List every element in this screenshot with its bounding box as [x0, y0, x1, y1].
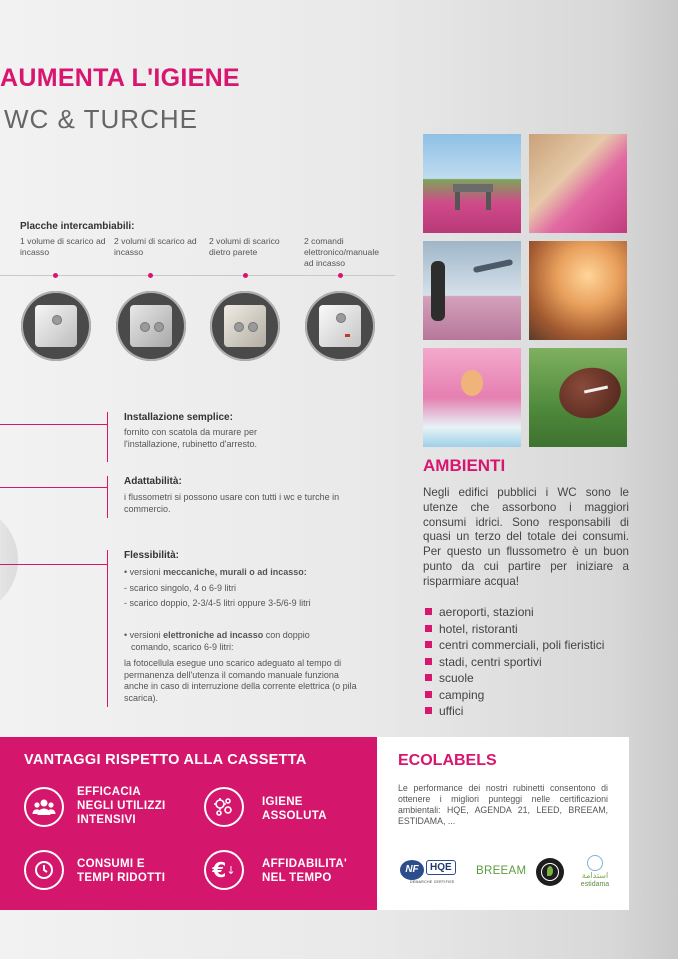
advantage-efficacia: EFFICACIA NEGLI UTILIZZI INTENSIVI	[77, 786, 166, 826]
plates-title: Placche intercambiabili:	[20, 221, 135, 232]
list-item: stadi, centri sportivi	[425, 654, 604, 671]
breeam-logo: BREEAM	[476, 865, 527, 877]
advantage-consumi: CONSUMI E TEMPI RIDOTTI	[77, 858, 166, 884]
bullet-square-icon	[425, 641, 432, 648]
product-silhouette	[0, 505, 18, 615]
ambienti-title: AMBIENTI	[423, 456, 506, 475]
plates-divider	[0, 275, 395, 276]
bullet-square-icon	[425, 608, 432, 615]
adapt-title: Adattabilità:	[124, 476, 182, 487]
list-item: uffici	[425, 703, 604, 720]
list-item: camping	[425, 687, 604, 704]
plate-dot-2	[148, 273, 153, 278]
adapt-text: i flussometri si possono usare con tutti i wc e turche in commercio.	[124, 492, 340, 514]
install-text: fornito con scatola da murare per l'installazione, rubinetto d'arresto.	[124, 427, 258, 449]
flex-line-1: • versioni meccaniche, murali o ad incasso:	[124, 567, 307, 577]
list-item: centri commerciali, poli fieristici	[425, 637, 604, 654]
nf-hqe-logo: NF HQE DEMARCHE CERTIFIEE	[400, 858, 464, 886]
photo-park-bench	[423, 134, 521, 233]
flex-text: la fotocellula esegue uno scarico adeguato al tempo di permanenza dell'utenza il comando manuale funziona anche in caso di interruzione della corrente elettrica (o pila scarica).	[124, 658, 357, 703]
flex-line-2: - scarico singolo, 4 o 6-9 litri	[124, 583, 237, 593]
bullet-square-icon	[425, 625, 432, 632]
photo-school-backpack	[529, 134, 627, 233]
ambienti-text: Negli edifici pubblici i WC sono le utenze che assorbono i maggiori consumi idrici. Sono responsabili di quasi un terzo del totale dei consumi. Per questo un flussometro è un buon punto da cui partire per iniziare a risparmiare acqua!	[423, 486, 629, 588]
photo-water-slide	[423, 348, 521, 447]
ecolabels-text: Le performance dei nostri rubinetti consentono di ottenere i migliori punteggi nelle certificazioni ambientali: HQE, AGENDA 21, LEED, BREEAM, ESTIDAMA, ...	[398, 783, 608, 826]
ecolabels-title: ECOLABELS	[398, 752, 497, 769]
install-title: Installazione semplice:	[124, 412, 233, 423]
flex-connector	[0, 564, 107, 565]
plate-image-3	[210, 291, 280, 361]
vantaggi-title: VANTAGGI RISPETTO ALLA CASSETTA	[24, 752, 307, 768]
leed-logo	[536, 858, 564, 886]
advantage-affidabilita: AFFIDABILITA' NEL TEMPO	[262, 858, 347, 884]
plate-label-3: 2 volumi di scarico dietro parete	[209, 236, 280, 257]
flex-line-4: • versioni elettroniche ad incasso con doppio	[124, 630, 310, 640]
photo-airport	[423, 241, 521, 340]
photo-sports-ball	[529, 348, 627, 447]
flex-line-5: comando, scarico 6-9 litri:	[131, 642, 234, 652]
flex-title: Flessibilità:	[124, 550, 180, 561]
page-title: AUMENTA L'IGIENE	[0, 64, 240, 92]
euro-down-icon: € ↓	[204, 850, 244, 890]
plate-label-1: 1 volume di scarico ad incasso	[20, 236, 106, 257]
page-subtitle: WC & TURCHE	[4, 104, 198, 134]
list-item: hotel, ristoranti	[425, 621, 604, 638]
germs-icon	[204, 787, 244, 827]
advantage-igiene: IGIENE ASSOLUTA	[262, 796, 327, 822]
plate-image-4	[305, 291, 375, 361]
adapt-bracket	[107, 476, 108, 518]
plate-dot-4	[338, 273, 343, 278]
ambienti-list	[425, 604, 604, 720]
plate-image-2	[116, 291, 186, 361]
estidama-logo: استدامة estidama	[575, 855, 615, 891]
list-item: scuole	[425, 670, 604, 687]
bullet-square-icon	[425, 658, 432, 665]
users-icon	[24, 787, 64, 827]
bullet-square-icon	[425, 674, 432, 681]
photo-shopping-child	[529, 241, 627, 340]
clock-icon	[24, 850, 64, 890]
adapt-connector	[0, 487, 107, 488]
list-item: aeroporti, stazioni	[425, 604, 604, 621]
plate-image-1	[21, 291, 91, 361]
bullet-square-icon	[425, 707, 432, 714]
flex-bracket	[107, 550, 108, 707]
bullet-square-icon	[425, 691, 432, 698]
plate-dot-1	[53, 273, 58, 278]
plate-label-2: 2 volumi di scarico ad incasso	[114, 236, 197, 257]
plate-dot-3	[243, 273, 248, 278]
flex-line-3: - scarico doppio, 2-3/4-5 litri oppure 3-5/6-9 litri	[124, 598, 311, 608]
plate-label-4: 2 comandi elettronico/manuale ad incasso	[304, 236, 380, 268]
install-bracket	[107, 412, 108, 462]
install-connector	[0, 424, 107, 425]
